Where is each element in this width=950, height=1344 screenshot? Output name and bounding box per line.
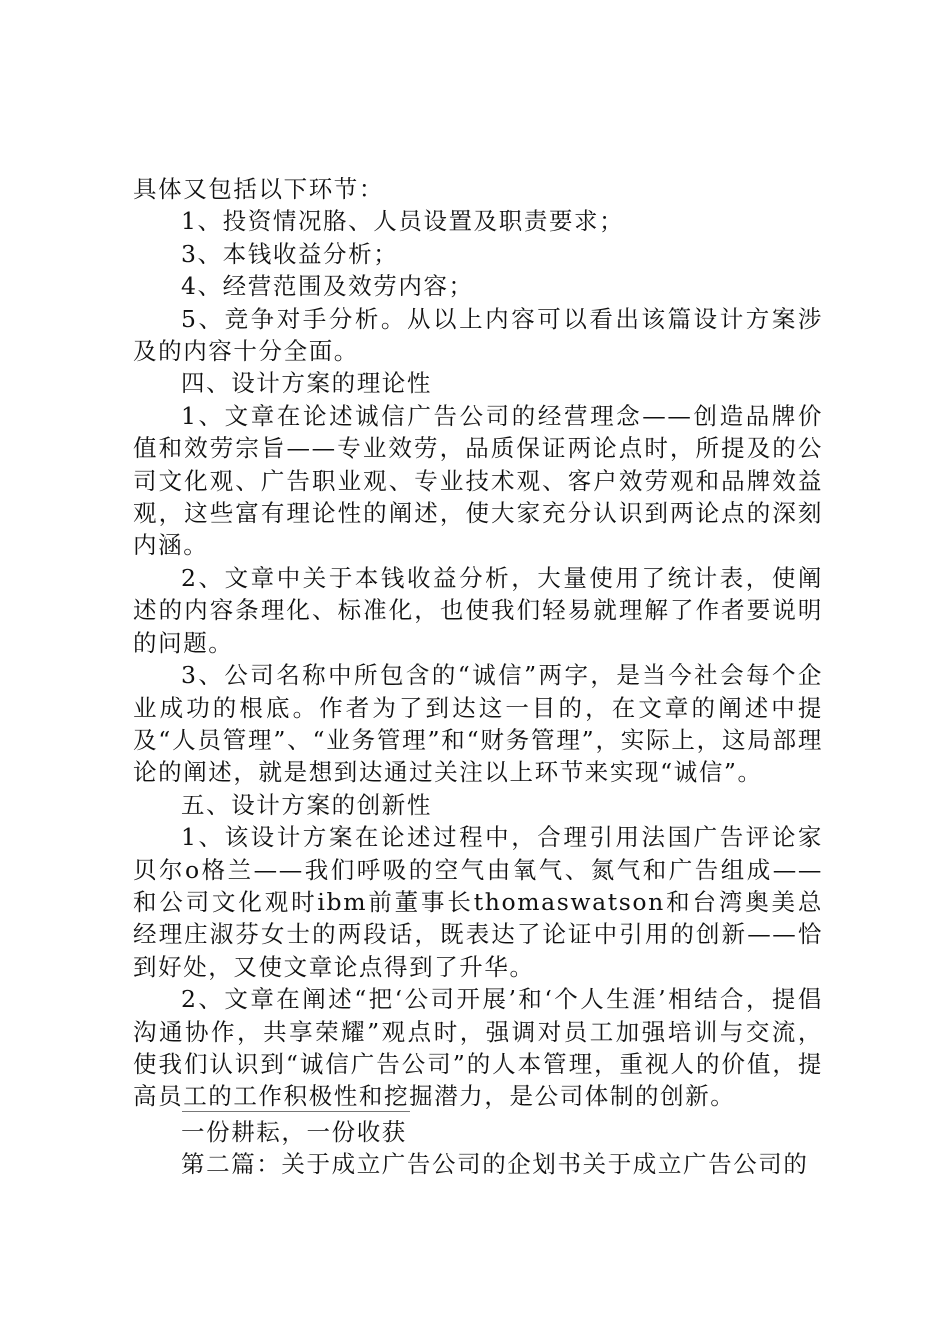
footer-motto: 一份耕耘，一份收获	[181, 1118, 407, 1146]
section-heading-theory: 四、设计方案的理论性	[181, 369, 432, 398]
list-item-business-scope: 4、经营范围及效劳内容；	[181, 272, 474, 301]
list-item-investment: 1、投资情况胳、人员设置及职责要求；	[181, 207, 625, 236]
footer	[133, 1116, 823, 1181]
paragraph-theory-1: 1、文章在论述诚信广告公司的经营理念——创造品牌价值和效劳宗旨——专业效劳，品质保证两论点时，所提及的公司文化观、广告职业观、专业技术观、客户效劳观和品牌效益观，这些富有理论性的阐述，使大家充分认识到两论点的深刻内涵。	[133, 401, 823, 560]
next-chapter-title: 第二篇：关于成立广告公司的企划书关于成立广告公司的	[181, 1150, 809, 1179]
list-item-competitor-analysis: 5、竞争对手分析。从以上内容可以看出该篇设计方案涉及的内容十分全面。	[133, 304, 823, 366]
paragraph-intro: 具体又包括以下环节：	[133, 175, 384, 203]
document-body	[133, 173, 823, 1113]
list-item-cost-analysis: 3、本钱收益分析；	[181, 239, 399, 268]
footer-divider	[182, 1111, 410, 1112]
section-heading-innovation: 五、设计方案的创新性	[181, 790, 432, 819]
paragraph-innovation-1: 1、该设计方案在论述过程中，合理引用法国广告评论家贝尔o格兰——我们呼吸的空气由氧气、氮气和广告组成——和公司文化观时ibm前董事长thomaswatson和台湾奥美总经理庄淑芬女士的两段话，既表达了论证中引用的创新——恰到好处，又使文章论点得到了升华。	[133, 823, 823, 981]
paragraph-innovation-2: 2、文章在阐述“把‘公司开展’和‘个人生涯’相结合，提倡沟通协作，共享荣耀”观点时，强调对员工加强培训与交流，使我们认识到“诚信广告公司”的人本管理，重视人的价值，提高员工的工作积极性和挖掘潜力，是公司体制的创新。	[133, 985, 823, 1111]
paragraph-theory-2: 2、文章中关于本钱收益分析，大量使用了统计表，使阐述的内容条理化、标准化，也使我们轻易就理解了作者要说明的问题。	[133, 563, 823, 657]
paragraph-theory-3: 3、公司名称中所包含的“诚信”两字，是当今社会每个企业成功的根底。作者为了到达这一目的，在文章的阐述中提及“人员管理”、“业务管理”和“财务管理”，实际上，这局部理论的阐述，就是想到达通过关注以上环节来实现“诚信”。	[133, 661, 823, 787]
